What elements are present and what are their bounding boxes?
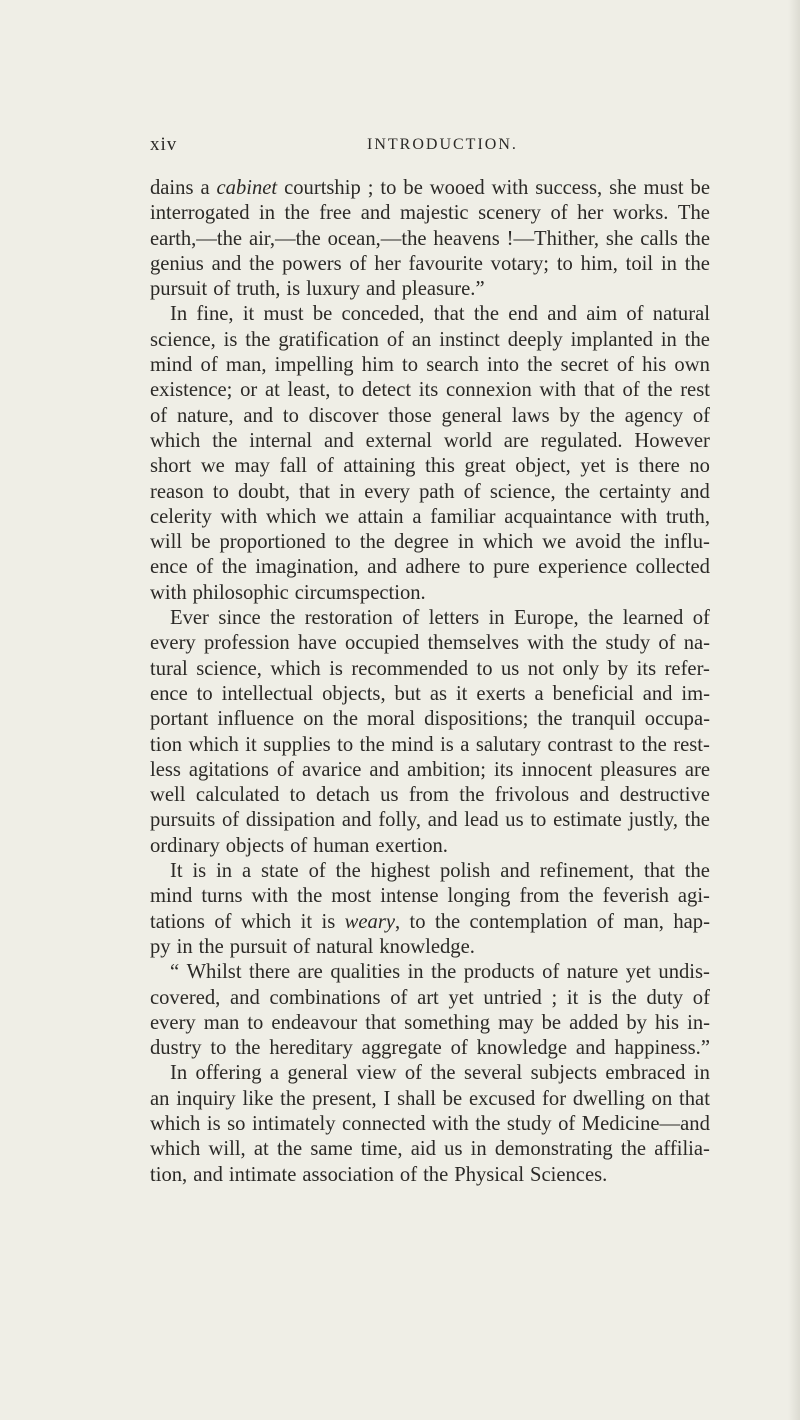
text-line: tion which it supplies to the mind is a salutary contrast to the rest- [150,733,710,756]
text-line: pursuits of dissipation and folly, and lead us to estimate justly, the [150,809,710,832]
page-edge [788,0,800,1420]
text-line: pursuit of truth, is luxury and pleasure.” [150,278,485,301]
text-line: with philosophic circumspection. [150,581,426,604]
text-line: ence of the imagination, and adhere to pure experience collected [150,556,710,579]
text-line: which is so intimately connected with the study of Medicine—and [150,1112,710,1135]
text-line: which the internal and external world are regulated. However [150,429,710,452]
text-line: ordinary objects of human exertion. [150,834,448,857]
text-line: mind of man, impelling him to search into the secret of his own [150,354,710,377]
text-line: science, is the gratification of an instinct deeply implanted in the [150,328,710,351]
text-line: ence to intellectual objects, but as it exerts a beneficial and im- [150,682,710,705]
text-line: It is in a state of the highest polish and refinement, that the [170,860,710,883]
text-line: celerity with which we attain a familiar acquaintance with truth, [150,505,710,528]
text-line: interrogated in the free and majestic scenery of her works. The [150,202,710,225]
text-line: portant influence on the moral dispositions; the tranquil occupa- [150,708,710,731]
text-line: an inquiry like the present, I shall be excused for dwelling on that [150,1087,710,1110]
text-line: genius and the powers of her favourite votary; to him, toil in the [150,252,710,275]
text-line: tations of which it is weary, to the contemplation of man, hap- [150,910,710,933]
text-line: reason to doubt, that in every path of science, the certainty and [150,480,710,503]
body-text [150,176,710,1188]
text-line: mind turns with the most intense longing from the feverish agi- [150,885,710,908]
text-line: Ever since the restoration of letters in Europe, the learned of [170,607,710,630]
text-line: will be proportioned to the degree in which we avoid the influ- [150,531,710,554]
text-line: of nature, and to discover those general laws by the agency of [150,404,710,427]
page-header [150,134,710,164]
text-line: tion, and intimate association of the Physical Sciences. [150,1163,608,1186]
text-line: In fine, it must be conceded, that the end and aim of natural [170,303,710,326]
running-head: INTRODUCTION. [367,136,518,153]
text-line: every profession have occupied themselves with the study of na- [150,632,710,655]
text-line: tural science, which is recommended to us not only by its refer- [150,657,710,680]
text-line: well calculated to detach us from the frivolous and destructive [150,784,710,807]
text-line: In offering a general view of the several subjects embraced in [170,1062,710,1085]
text-line: existence; or at least, to detect its connexion with that of the rest [150,379,710,402]
text-line: dains a cabinet courtship ; to be wooed with success, she must be [150,177,710,199]
text-line: every man to endeavour that something may be added by his in- [150,1011,710,1034]
text-line: dustry to the hereditary aggregate of knowledge and happiness.” [150,1037,710,1060]
text-line: covered, and combinations of art yet untried ; it is the duty of [150,986,710,1009]
text-line: “ Whilst there are qualities in the products of nature yet undis- [170,961,710,984]
text-line: short we may fall of attaining this great object, yet is there no [150,455,710,478]
text-line: less agitations of avarice and ambition; its innocent pleasures are [150,758,710,781]
text-line: which will, at the same time, aid us in demonstrating the affilia- [150,1138,710,1161]
text-line: py in the pursuit of natural knowledge. [150,935,475,958]
page-number: xiv [150,134,178,155]
text-line: earth,—the air,—the ocean,—the heavens !—Thither, she calls the [150,227,710,250]
